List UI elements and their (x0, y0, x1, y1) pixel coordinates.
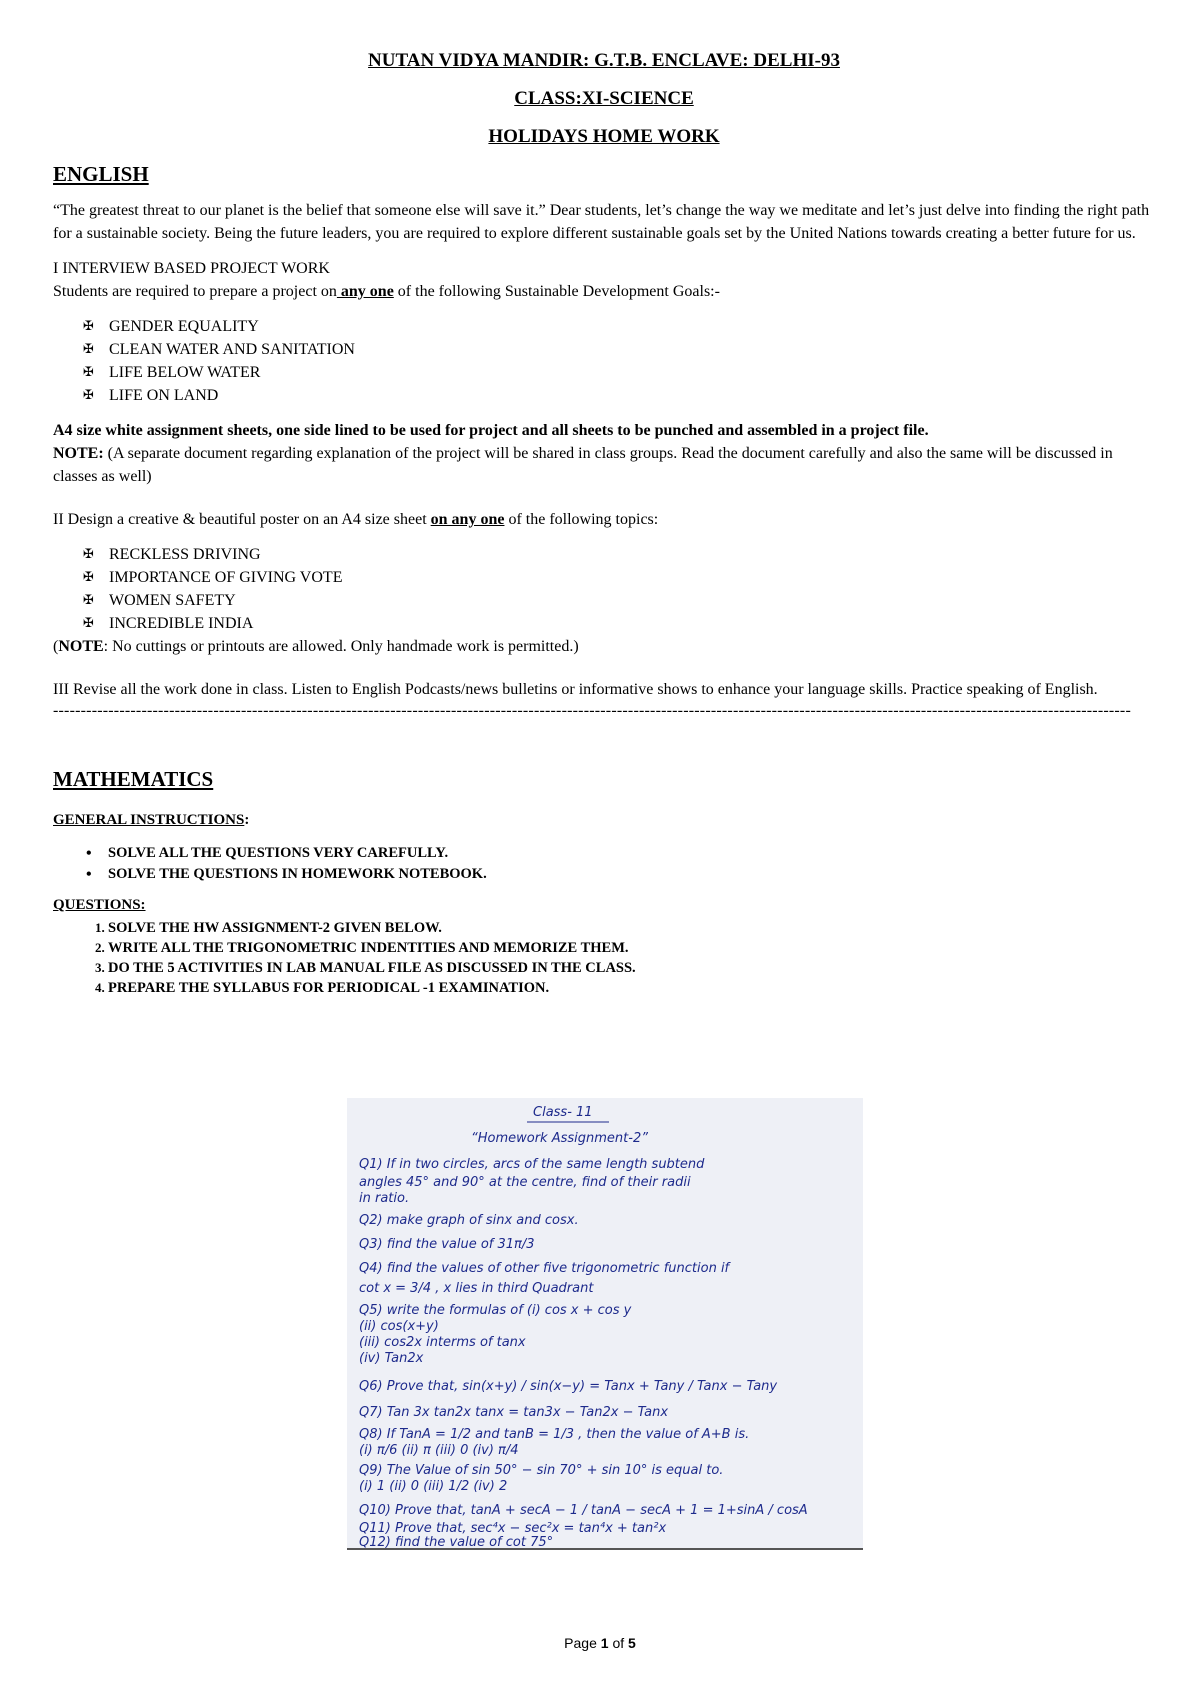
hw-line: Q5) write the formulas of (i) cos x + cos y (359, 1303, 632, 1318)
gi-colon: : (244, 812, 250, 828)
hw-line: Q4) find the values of other five trigonometric function if (359, 1261, 730, 1276)
list-item: 3. DO THE 5 ACTIVITIES IN LAB MANUAL FILE AS DISCUSSED IN THE CLASS. (108, 958, 1155, 978)
sheet-note: A4 size white assignment sheets, one side lined to be used for project and all sheets to be punched and assembled in a project file. (53, 422, 929, 439)
list-item (82, 612, 1155, 635)
note-text: (A separate document regarding explanation of the project will be shared in class groups. Read the document carefully and also the same will be discussed in classes as well) (53, 445, 1113, 485)
poster-note (53, 635, 1155, 658)
hw-line: (iv) Tan2x (359, 1351, 424, 1366)
topics-list (53, 543, 1155, 635)
topic-label: IMPORTANCE OF GIVING VOTE (109, 569, 343, 586)
note2-label: NOTE (58, 638, 104, 655)
cross-bullet-icon: ✠ (83, 342, 94, 357)
topic-label: WOMEN SAFETY (109, 592, 236, 609)
hw-line: Q6) Prove that, sin(x+y) / sin(x−y) = Tanx + Tany / Tanx − Tany (359, 1379, 778, 1394)
part2-text-b: of the following topics: (504, 511, 659, 528)
questions-heading: QUESTIONS: (53, 897, 146, 913)
note-label: NOTE: (53, 445, 104, 462)
hw-line: Q2) make graph of sinx and cosx. (359, 1213, 579, 1228)
part2-emphasis: on any one (430, 511, 505, 528)
hw-line: (ii) cos(x+y) (359, 1319, 439, 1334)
hw-line: Q7) Tan 3x tan2x tanx = tan3x − Tan2x − Tanx (359, 1405, 669, 1420)
list-item (82, 566, 1155, 589)
list-item (82, 589, 1155, 612)
cross-bullet-icon: ✠ (83, 365, 94, 380)
hw-line: Q9) The Value of sin 50° − sin 70° + sin 10° is equal to. (359, 1463, 724, 1478)
part2-text-a: II Design a creative & beautiful poster on an A4 size sheet (53, 511, 431, 528)
hw-line: (i) π/6 (ii) π (iii) 0 (iv) π/4 (359, 1443, 519, 1458)
goal-label: GENDER EQUALITY (109, 318, 259, 335)
cross-bullet-icon: ✠ (83, 570, 94, 585)
part3-text: III Revise all the work done in class. Listen to English Podcasts/news bulletins or informative shows to enhance your language skills. Practice speaking of English. (53, 681, 1098, 698)
document-page (53, 50, 1155, 998)
page-of: of (608, 1635, 629, 1651)
english-section-title: ENGLISH (53, 162, 149, 186)
list-item (82, 361, 1155, 384)
instructions-list (53, 843, 1155, 885)
page-number: 1 (600, 1635, 609, 1651)
list-item (82, 384, 1155, 407)
part1-heading: I INTERVIEW BASED PROJECT WORK (53, 260, 330, 277)
cross-bullet-icon: ✠ (83, 388, 94, 403)
goal-label: LIFE ON LAND (109, 387, 219, 404)
hw-title: “Homework Assignment-2” (471, 1131, 648, 1146)
section-divider: --------------------------------------------------------------------------------------------------------------------------------------------------------------------------------------------------- (53, 702, 1131, 719)
part1-text (53, 280, 1155, 303)
list-item (82, 315, 1155, 338)
list-item (82, 338, 1155, 361)
part2-text (53, 508, 1155, 531)
class-heading: CLASS:XI-SCIENCE (514, 88, 694, 109)
cross-bullet-icon: ✠ (83, 547, 94, 562)
cross-bullet-icon: ✠ (83, 593, 94, 608)
hw-line: Q1) If in two circles, arcs of the same length subtend (359, 1157, 705, 1172)
goal-label: CLEAN WATER AND SANITATION (109, 341, 355, 358)
page-footer (0, 1635, 1200, 1651)
list-item: • SOLVE ALL THE QUESTIONS VERY CAREFULLY. (108, 843, 1155, 864)
topic-label: INCREDIBLE INDIA (109, 615, 254, 632)
hw-line: Q3) find the value of 31π/3 (359, 1237, 535, 1252)
part1-emphasis: any one (336, 283, 394, 300)
handwritten-assignment-drawing (347, 1098, 863, 1548)
list-item (82, 543, 1155, 566)
hw-class: Class- 11 (533, 1105, 593, 1120)
hw-line: angles 45° and 90° at the centre, find of their radii (359, 1175, 691, 1190)
hw-line: (i) 1 (ii) 0 (iii) 1/2 (iv) 2 (359, 1479, 508, 1494)
page-total: 5 (628, 1635, 636, 1651)
topic-label: RECKLESS DRIVING (109, 546, 261, 563)
gi-label: GENERAL INSTRUCTIONS (53, 812, 245, 828)
goals-list (53, 315, 1155, 407)
list-item: 2. WRITE ALL THE TRIGONOMETRIC INDENTITIES AND MEMORIZE THEM. (108, 938, 1155, 958)
handwritten-assignment-photo (347, 1098, 863, 1550)
hw-line: cot x = 3/4 , x lies in third Quadrant (359, 1281, 594, 1296)
part1-text-a: Students are required to prepare a project on (53, 283, 337, 300)
mathematics-section-title: MATHEMATICS (53, 767, 214, 791)
hw-line: Q12) find the value of cot 75° (359, 1535, 554, 1548)
note2-open: ( (53, 638, 59, 655)
list-item: 4. PREPARE THE SYLLABUS FOR PERIODICAL -1 EXAMINATION. (108, 978, 1155, 998)
questions-list (53, 918, 1155, 998)
hw-line: in ratio. (359, 1191, 410, 1206)
list-item: • SOLVE THE QUESTIONS IN HOMEWORK NOTEBOOK. (108, 864, 1155, 885)
general-instructions-heading (53, 812, 1155, 829)
page-prefix: Page (564, 1635, 601, 1651)
hw-line: Q8) If TanA = 1/2 and tanB = 1/3 , then the value of A+B is. (359, 1427, 750, 1442)
project-note (53, 442, 1155, 488)
cross-bullet-icon: ✠ (83, 616, 94, 631)
list-item: 1. SOLVE THE HW ASSIGNMENT-2 GIVEN BELOW. (108, 918, 1155, 938)
cross-bullet-icon: ✠ (83, 319, 94, 334)
english-intro: “The greatest threat to our planet is the belief that someone else will save it.” Dear students, let’s change the way we meditate and let’s just delve into finding the right path for a sustainable society. Being the future leaders, you are required to explore different sustainable goals set by the United Nations towards creating a better future for us. (53, 202, 1150, 242)
hw-line: Q11) Prove that, sec⁴x − sec²x = tan⁴x + tan²x (359, 1521, 667, 1536)
hw-line: Q10) Prove that, tanA + secA − 1 / tanA − secA + 1 = 1+sinA / cosA (359, 1503, 808, 1518)
school-name: NUTAN VIDYA MANDIR: G.T.B. ENCLAVE: DELHI-93 (368, 50, 840, 71)
goal-label: LIFE BELOW WATER (109, 364, 261, 381)
hw-line: (iii) cos2x interms of tanx (359, 1335, 526, 1350)
note2-text: : No cuttings or printouts are allowed. Only handmade work is permitted.) (103, 638, 579, 655)
document-title: HOLIDAYS HOME WORK (488, 126, 720, 147)
part1-text-b: of the following Sustainable Development Goals:- (393, 283, 720, 300)
